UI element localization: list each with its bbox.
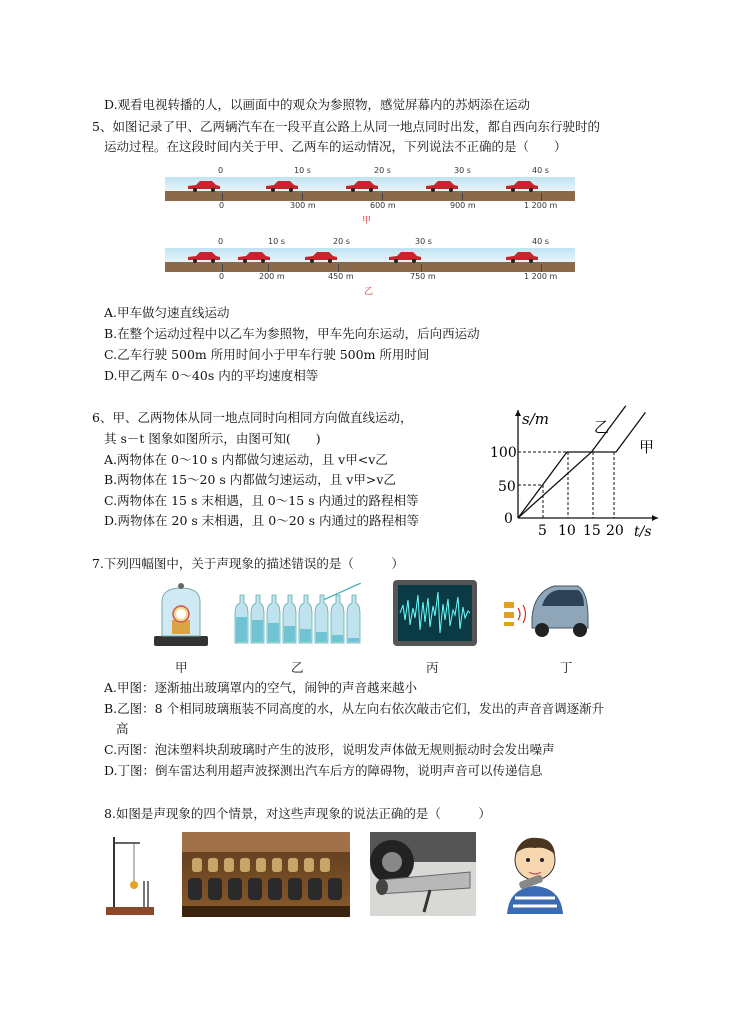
series-label-yi: 乙 bbox=[594, 418, 610, 436]
graph-xtick-5: 5 bbox=[538, 523, 547, 539]
jia-dist-4: 1 200 m bbox=[524, 201, 558, 210]
q7-option-d: D.丁图：倒车雷达利用超声波探测出汽车后方的障碍物，说明声音可以传递信息 bbox=[104, 763, 543, 778]
q6-stem-line1: 6、甲、乙两物体从同一地点同时向相同方向做直线运动， bbox=[92, 410, 413, 425]
graph-ytick-100: 100 bbox=[490, 445, 517, 461]
chime-bells-image bbox=[182, 832, 350, 917]
q7-option-b: B.乙图：8 个相同玻璃瓶装不同高度的水，从左向右依次敲击它们，发出的声音音调逐渐升 bbox=[104, 701, 605, 716]
yi-time-1: 10 s bbox=[268, 237, 285, 246]
q6-option-b: B.两物体在 15～20 s 内都做匀速运动，且 v甲>v乙 bbox=[104, 472, 396, 487]
yi-dist-0: 0 bbox=[219, 272, 225, 281]
q7-caption-jia: 甲 bbox=[175, 660, 188, 675]
q7-option-a: A.甲图：逐渐抽出玻璃罩内的空气，闹钟的声音越来越小 bbox=[104, 680, 418, 695]
q5-option-b: B.在整个运动过程中以乙车为参照物，甲车先向东运动，后向西运动 bbox=[104, 326, 480, 341]
q5-option-d: D.甲乙两车 0～40s 内的平均速度相等 bbox=[104, 368, 319, 383]
jia-dist-3: 900 m bbox=[450, 201, 476, 210]
q6-stem-line2: 其 s－t 图象如图所示，由图可知( ) bbox=[104, 431, 321, 446]
car-icon bbox=[387, 251, 423, 263]
car-icon bbox=[504, 251, 540, 263]
jia-dist-2: 600 m bbox=[370, 201, 396, 210]
yi-label: 乙 bbox=[364, 287, 374, 297]
car-icon bbox=[186, 180, 222, 192]
yi-dist-3: 750 m bbox=[410, 272, 436, 281]
series-label-jia: 甲 bbox=[639, 438, 655, 456]
q7-stem: 7.下列四幅图中，关于声现象的描述错误的是（ ） bbox=[92, 556, 404, 571]
graph-xtick-15: 15 bbox=[583, 523, 601, 539]
car-icon bbox=[344, 180, 380, 192]
jia-time-3: 30 s bbox=[454, 166, 471, 175]
yi-time-0: 0 bbox=[218, 237, 224, 246]
q7-option-c: C.丙图：泡沫塑料块刮玻璃时产生的波形，说明发声体做无规则振动时会发出噪声 bbox=[104, 742, 555, 757]
q4-option-d: D.观看电视转播的人，以画面中的观众为参照物，感觉屏幕内的苏炳添在运动 bbox=[104, 97, 531, 112]
q6-option-a: A.两物体在 0～10 s 内都做匀速运动，且 v甲<v乙 bbox=[104, 452, 388, 467]
jia-dist-1: 300 m bbox=[290, 201, 316, 210]
car-icon bbox=[186, 251, 222, 263]
q5-stem-line1: 5、如图记录了甲、乙两辆汽车在一段平直公路上从同一地点同时出发，都自西向东行驶时的 bbox=[92, 119, 600, 134]
series-line-jia bbox=[518, 412, 645, 518]
yi-time-4: 40 s bbox=[532, 237, 549, 246]
q8-stem: 8.如图是声现象的四个情景，对这些声现象的说法正确的是（ ） bbox=[104, 806, 491, 821]
yi-dist-2: 450 m bbox=[328, 272, 354, 281]
motorcycle-muffler-image bbox=[370, 832, 476, 916]
car-icon bbox=[236, 251, 272, 263]
q6-st-graph bbox=[486, 402, 666, 542]
graph-xtick-10: 10 bbox=[558, 523, 576, 539]
graph-ylabel: s/m bbox=[522, 410, 549, 428]
glass-bottles-image bbox=[233, 583, 363, 645]
graph-ytick-50: 50 bbox=[498, 479, 516, 495]
jia-time-0: 0 bbox=[218, 166, 224, 175]
q5-option-c: C.乙车行驶 500m 所用时间小于甲车行驶 500m 所用时间 bbox=[104, 347, 430, 362]
q6-option-d: D.两物体在 20 s 末相遇，且 0～20 s 内通过的路程相等 bbox=[104, 513, 419, 528]
jia-time-4: 40 s bbox=[532, 166, 549, 175]
q7-caption-yi: 乙 bbox=[291, 660, 304, 675]
q7-option-b-cont: 高 bbox=[116, 721, 129, 736]
jia-label: 甲 bbox=[362, 216, 372, 226]
yi-dist-1: 200 m bbox=[259, 272, 285, 281]
graph-xtick-20: 20 bbox=[606, 523, 624, 539]
yi-dist-4: 1 200 m bbox=[524, 272, 558, 281]
reversing-car-radar-image bbox=[498, 578, 590, 642]
q5-option-a: A.甲车做匀速直线运动 bbox=[104, 305, 230, 320]
q6-option-c: C.两物体在 15 s 末相遇，且 0～15 s 内通过的路程相等 bbox=[104, 493, 419, 508]
yi-time-2: 20 s bbox=[333, 237, 350, 246]
jia-time-2: 20 s bbox=[374, 166, 391, 175]
q7-caption-ding: 丁 bbox=[560, 660, 573, 675]
jia-dist-0: 0 bbox=[219, 201, 225, 210]
boy-with-earplug-image bbox=[501, 828, 571, 916]
q7-caption-bing: 丙 bbox=[426, 660, 439, 675]
car-icon bbox=[504, 180, 540, 192]
car-icon bbox=[303, 251, 339, 263]
q5-stem-line2: 运动过程。在这段时间内关于甲、乙两车的运动情况，下列说法不正确的是（ ） bbox=[104, 139, 567, 154]
bell-jar-alarm-clock-image bbox=[150, 580, 212, 650]
tuning-fork-pendulum-image bbox=[104, 833, 156, 917]
car-icon bbox=[424, 180, 460, 192]
oscilloscope-waveform-image bbox=[393, 580, 477, 646]
graph-xlabel: t/s bbox=[634, 524, 652, 540]
yi-time-3: 30 s bbox=[415, 237, 432, 246]
car-icon bbox=[264, 180, 300, 192]
graph-ytick-0: 0 bbox=[504, 511, 513, 527]
jia-time-1: 10 s bbox=[294, 166, 311, 175]
